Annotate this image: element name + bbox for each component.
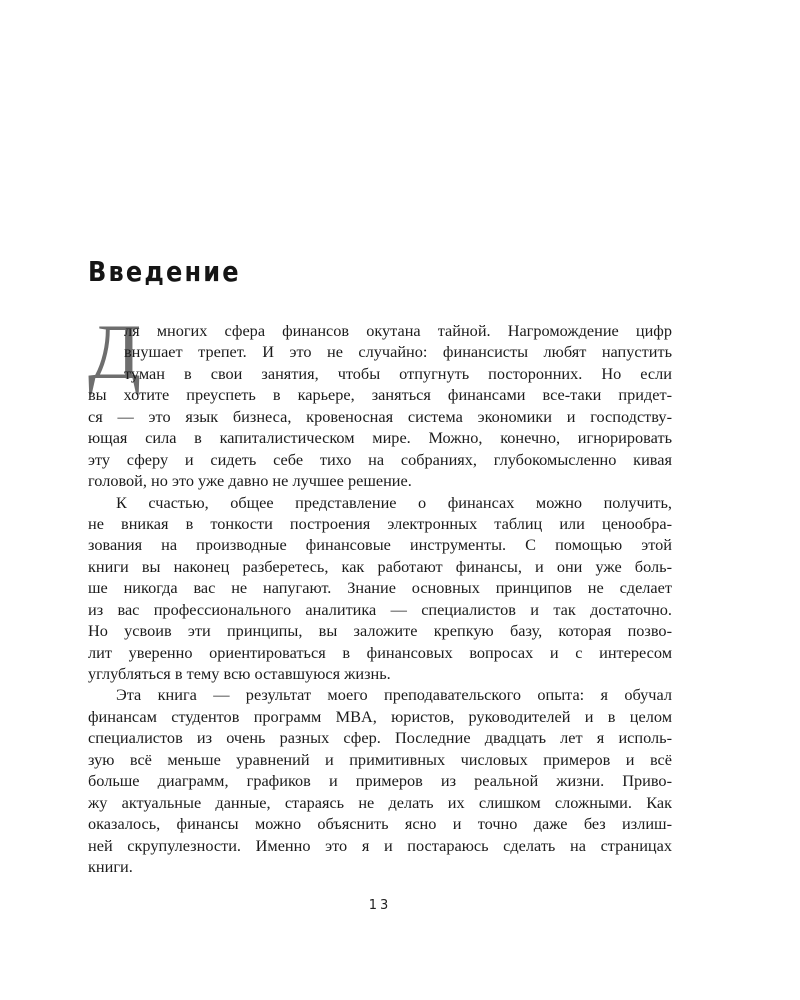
text-line: из вас профессионального аналитика — специалистов и так достаточно. (88, 599, 672, 619)
text-line: туман в свои занятия, чтобы отпугнуть посторонних. Но если (124, 363, 672, 383)
text-line: не вникая в тонкости построения электронных таблиц или ценообра- (88, 513, 672, 533)
page-number: 13 (368, 898, 392, 913)
text-line: специалистов из очень разных сфер. Последние двадцать лет я исполь- (88, 728, 672, 748)
text-line: зования на производные финансовые инструменты. С помощью этой (88, 535, 672, 555)
text-line: лит уверенно ориентироваться в финансовых вопросах и с интересом (88, 642, 672, 662)
paragraph-3 (88, 684, 672, 877)
text-line: ющая сила в капиталистическом мире. Можно, конечно, игнорировать (88, 428, 672, 448)
text-line: внушает трепет. И это не случайно: финансисты любят напустить (124, 342, 672, 362)
text-line: ся — это язык бизнеса, кровеносная система экономики и господству- (88, 406, 672, 426)
text-line: головой, но это уже давно не лучшее решение. (88, 471, 412, 491)
text-line: вы хотите преуспеть в карьере, заняться финансами все-таки придет- (88, 385, 672, 405)
chapter-title: Введение (88, 255, 241, 288)
text-line: зую всё меньше уравнений и примитивных числовых примеров и всё (88, 749, 672, 769)
text-line: Но усвоив эти принципы, вы заложите крепкую базу, которая позво- (88, 621, 672, 641)
paragraph-1 (88, 308, 672, 492)
text-line: К счастью, общее представление о финансах можно получить, (116, 492, 672, 512)
text-line: оказалось, финансы можно объяснить ясно и точно даже без излиш- (88, 814, 672, 834)
body-text (88, 308, 672, 877)
text-line: книги вы наконец разберетесь, как работают финансы, и они уже боль- (88, 556, 672, 576)
text-line: больше диаграмм, графиков и примеров из реальной жизни. Приво- (88, 771, 672, 791)
text-line: книги. (88, 856, 133, 876)
text-line: эту сферу и сидеть себе тихо на собраниях, глубокомысленно кивая (88, 449, 672, 469)
paragraph-2 (88, 492, 672, 685)
text-line: ше никогда вас не напугают. Знание основных принципов не сделает (88, 578, 672, 598)
text-line: ля многих сфера финансов окутана тайной. Нагромождение цифр (124, 321, 672, 340)
text-line: Эта книга — результат моего преподавательского опыта: я обучал (116, 685, 672, 705)
text-line: жу актуальные данные, стараясь не делать их слишком сложными. Как (88, 792, 672, 812)
text-line: углубляться в тему всю оставшуюся жизнь. (88, 664, 391, 683)
text-line: финансам студентов программ MBA, юристов, руководителей и в целом (88, 706, 672, 726)
text-line: ней скрупулезности. Именно это я и постараюсь сделать на страницах (88, 835, 672, 855)
drop-cap: Д (88, 308, 142, 395)
